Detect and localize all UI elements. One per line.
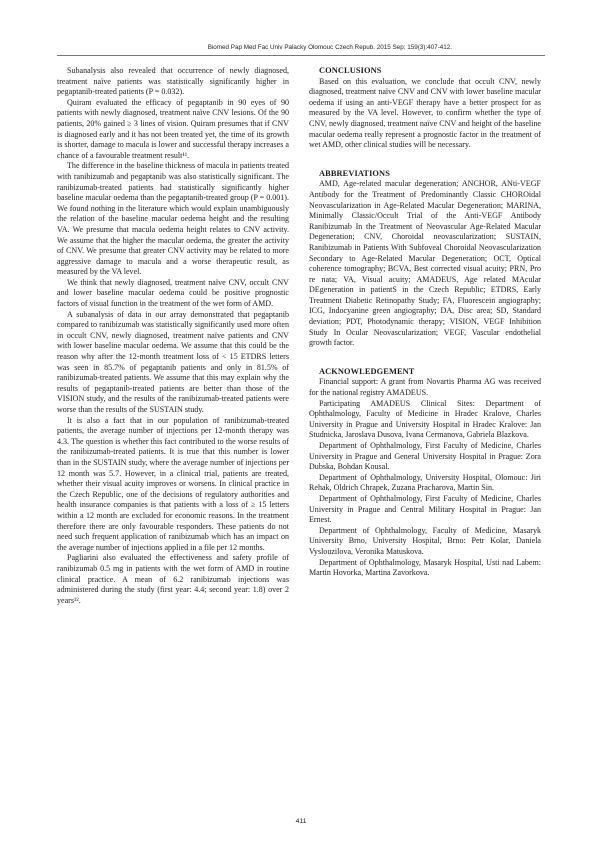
- header-rule: [57, 55, 545, 56]
- acknowledgement-paragraph: Department of Ophthalmology, First Faculty of Medicine, Charles University in Prague and General University Hospital in Prague: Zora Dubska, Bohdan Kousal.: [309, 441, 541, 472]
- acknowledgement-paragraph: Department of Ophthalmology, University Hospital, Olomouc: Jiri Rehak, Oldrich Chrapek, Zuzana Pracharova, Martin Sin.: [309, 472, 541, 493]
- paragraph: We think that newly diagnosed, treatment naïve CNV, occult CNV and lower baseline macular oedema could be positive prognostic factors of visual function in the treatment of the wet form of AMD.: [57, 277, 289, 309]
- acknowledgement-paragraph: Financial support: A grant from Novartis Pharma AG was received for the national registry AMADEUS.: [309, 377, 541, 398]
- running-header: Biomed Pap Med Fac Univ Palacky Olomouc Czech Repub. 2015 Sep; 159(3):407-412.: [207, 44, 452, 51]
- paragraph: Pagliarini also evaluated the effectiveness and safety profile of ranibizumab 0.5 mg in patients with the wet form of AMD in routine clinical practice. A mean of 6.2 ranibizumab injections was administered during the study (first year: 4.4; second year: 1.8) over 2 years¹².: [57, 553, 289, 605]
- acknowledgement-paragraph: Participating AMADEUS Clinical Sites: Department of Ophthalmology, Faculty of Medicine in Hradec Kralove, Charles University in Prague and University Hospital in Hradec Kralove: Jan Studnicka, Jaroslava Dusova, Ivana Cermanova, Gabriela Blazkova.: [309, 398, 541, 440]
- paragraph: Subanalysis also revealed that occurrence of newly diagnosed, treatment naïve patients was statistically significantly higher in pegaptanib-treated patients (P = 0.032).: [57, 66, 289, 97]
- acknowledgement-heading: ACKNOWLEDGEMENT: [319, 366, 415, 376]
- acknowledgement-paragraph: Department of Ophthalmology, Masaryk Hospital, Usti nad Labem: Martin Hovorka, Martina Zavorkova.: [309, 557, 541, 578]
- paragraph: It is also a fact that in our population of ranibizumab-treated patients, the average number of injections per 12-month therapy was 4.3. The question is whether this fact contributed to the worse results of the ranibizumab-treated patients. It is true that this number is lower than in the SUSTAIN study, where the average number of injections per 12 month was 5.7. However, in a clinical trial, patients are treated, whether their visual acuity improves or worsens. In clinical practice in the Czech Republic, one of the decisions of regulatory authorities and health insurance companies is that patients with a loss of ≥ 15 letters within a 12 month are excluded for economic reasons. In the treatment therefore there are only favourable responders. These patients do not need such frequent application of ranibizumab which has an impact on the average number of injections applied in a file per 12 months.: [57, 415, 289, 552]
- right-column: [309, 66, 541, 579]
- left-column: [57, 66, 289, 606]
- abbreviations-paragraph: AMD, Age-related macular degeneration; ANCHOR, ANti-VEGF Antibody for the Treatment of Predominantly Classic CHOROidal Neovascularization in Age-Related Macular Degeneration; MARINA, Minimally Classic/Occult Trial of the Anti-VEGF Antibody Ranibizumab In the Treatment of Neovascular Age-Related Macular Degeneration; CNV, Choroidal neovascularization; SUSTAIN, Ranibizumab in Patients With Subfoveal Choroidal Neovascularization Secondary to Age-Related Macular Degeneration; OCT, Optical coherence tomography; BCVA, Best corrected visual acuity; PRN, Pro re nata; VA, Visual acuity; AMADEUS, Age related MAcular DEgeneration in patientS in the Czech Republic; ETDRS, Early Treatment Diabetic Retinopathy Study; FA, Fluorescein angiography; ICG, Indocyanine green angiography; DA, Disc area; SD, Standard deviation; PDT, Photodynamic therapy; VISION, VEGF Inhibition Study In Ocular Neovascularization; VEGF, Vascular endothelial growth factor.: [309, 179, 541, 348]
- abbreviations-heading: ABBREVIATIONS: [319, 168, 390, 178]
- paragraph: A subanalysis of data in our array demonstrated that pegaptanib compared to ranibizumab was statistically significantly used more often in occult CNV, newly diagnosed, treatment naïve patients and CNV with lower baseline macular oedema. We assume that this could be the reason why after the 12-month treatment loss of < 15 ETDRS letters was seen in 85.7% of pegaptanib patients and only in 81.5% of ranibizumab-treated patients. We assume that this may explain why the results of pegaptanib-treated patients are better than those of the VISION study, and the results of the ranibizumab-treated patients were worse than the results of the SUSTAIN study.: [57, 309, 289, 414]
- page-number: 411: [295, 818, 307, 825]
- paragraph: Quiram evaluated the efficacy of pegaptanib in 90 eyes of 90 patients with newly diagnosed, treatment naïve CNV lesions. Of the 90 patients, 20% gained ≥ 3 lines of vision. Quiram presumes that if CNV is diagnosed early and it has not been treated yet, the time of its growth is shorter, damage to macula is lower and successful therapy increases a chance of a favourable treatment result¹¹.: [57, 97, 289, 160]
- conclusions-paragraph: Based on this evaluation, we conclude that occult CNV, newly diagnosed, treatment naïve CNV and CNV with lower baseline macular oedema if using an anti-VEGF therapy have a better prospect for as measured by the VA level. However, to confirm whether the type of CNV, newly diagnosed, treatment naïve CNV and height of the baseline macular oedema really represent a prognostic factor in the treatment of wet AMD, other clinical studies will be necessary.: [309, 76, 541, 150]
- conclusions-heading: CONCLUSIONS: [319, 66, 382, 75]
- acknowledgement-paragraph: Department of Ophthalmology, First Faculty of Medicine, Charles University in Prague and Central Military Hospital in Prague: Jan Ernest.: [309, 493, 541, 525]
- acknowledgement-paragraph: Department of Ophthalmology, Faculty of Medicine, Masaryk University Brno, University Hospital, Brno: Petr Kolar, Daniela Vyslouzilova, Veronika Matuskova.: [309, 525, 541, 556]
- paragraph: The difference in the baseline thickness of macula in patients treated with ranibizumab and pegaptanib was also statistically significant. The ranibizumab-treated patients had statistically significantly higher baseline macular oedema than the pegaptanib-treated group (P = 0.001). We found nothing in the literature which would explain unambiguously the relation of the baseline macular oedema height and the resulting VA. We presume that macula oedema height relates to CNV activity. We assume that the higher the macular oedema, the greater the activity of CNV. We presume that greater CNV activity may be related to more aggressive damage to macula and a worse therapeutic result, as measured by the VA level.: [57, 161, 289, 277]
